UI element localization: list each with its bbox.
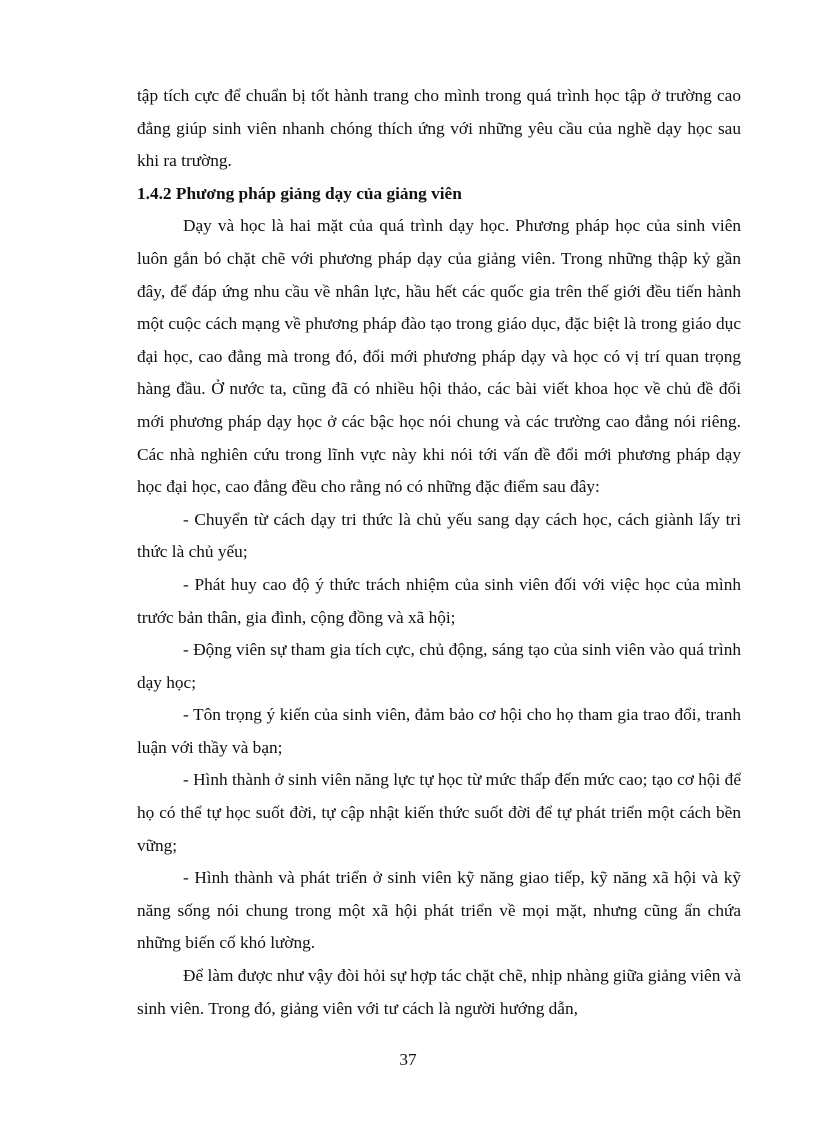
bullet-item: - Hình thành và phát triển ở sinh viên kỹ năng giao tiếp, kỹ năng xã hội và kỹ năng sống nói chung trong một xã hội phát triển về mọi mặt, nhưng cũng ẩn chứa những biến cố khó lường.	[137, 868, 741, 953]
page-number: 37	[399, 1050, 417, 1069]
bullet-item: - Chuyển từ cách dạy tri thức là chủ yếu sang dạy cách học, cách giành lấy tri thức là chủ yếu;	[137, 509, 741, 562]
continuation-paragraph: tập tích cực để chuẩn bị tốt hành trang cho mình trong quá trình học tập ở trường cao đẳng giúp sinh viên nhanh chóng thích ứng với những yêu cầu của nghề dạy học sau khi ra trường.	[137, 86, 741, 171]
intro-paragraph: Dạy và học là hai mặt của quá trình dạy học. Phương pháp học của sinh viên luôn gắn bó chặt chẽ với phương pháp dạy của giảng viên. Trong những thập kỷ gần đây, để đáp ứng nhu cầu về nhân lực, hầu hết các quốc gia trên thế giới đều tiến hành một cuộc cách mạng về phương pháp đào tạo trong giáo dục, đặc biệt là trong giáo dục đại học, cao đẳng mà trong đó, đổi mới phương pháp dạy và học có vị trí quan trọng hàng đầu. Ở nước ta, cũng đã có nhiều hội thảo, các bài viết khoa học về chủ đề đổi mới phương pháp dạy học ở các bậc học nói chung và các trường cao đẳng nói riêng. Các nhà nghiên cứu trong lĩnh vực này khi nói tới vấn đề đổi mới phương pháp dạy học đại học, cao đẳng đều cho rằng nó có những đặc điểm sau đây:	[137, 216, 741, 497]
bullet-item: - Tôn trọng ý kiến của sinh viên, đảm bảo cơ hội cho họ tham gia trao đổi, tranh luận với thầy và bạn;	[137, 705, 741, 757]
bullet-item: - Phát huy cao độ ý thức trách nhiệm của sinh viên đối với việc học của mình trước bản thân, gia đình, cộng đồng và xã hội;	[137, 574, 741, 627]
bullet-item: - Hình thành ở sinh viên năng lực tự học từ mức thấp đến mức cao; tạo cơ hội để họ có thể tự học suốt đời, tự cập nhật kiến thức suốt đời để tự phát triển một cách bền vững;	[137, 770, 741, 855]
bullet-item: - Động viên sự tham gia tích cực, chủ động, sáng tạo của sinh viên vào quá trình dạy học;	[137, 640, 741, 692]
document-page	[137, 80, 741, 1025]
closing-paragraph: Để làm được như vậy đòi hỏi sự hợp tác chặt chẽ, nhịp nhàng giữa giảng viên và sinh viên. Trong đó, giảng viên với tư cách là người hướng dẫn,	[137, 966, 741, 1018]
section-heading: 1.4.2 Phương pháp giảng dạy của giảng viên	[137, 183, 462, 203]
